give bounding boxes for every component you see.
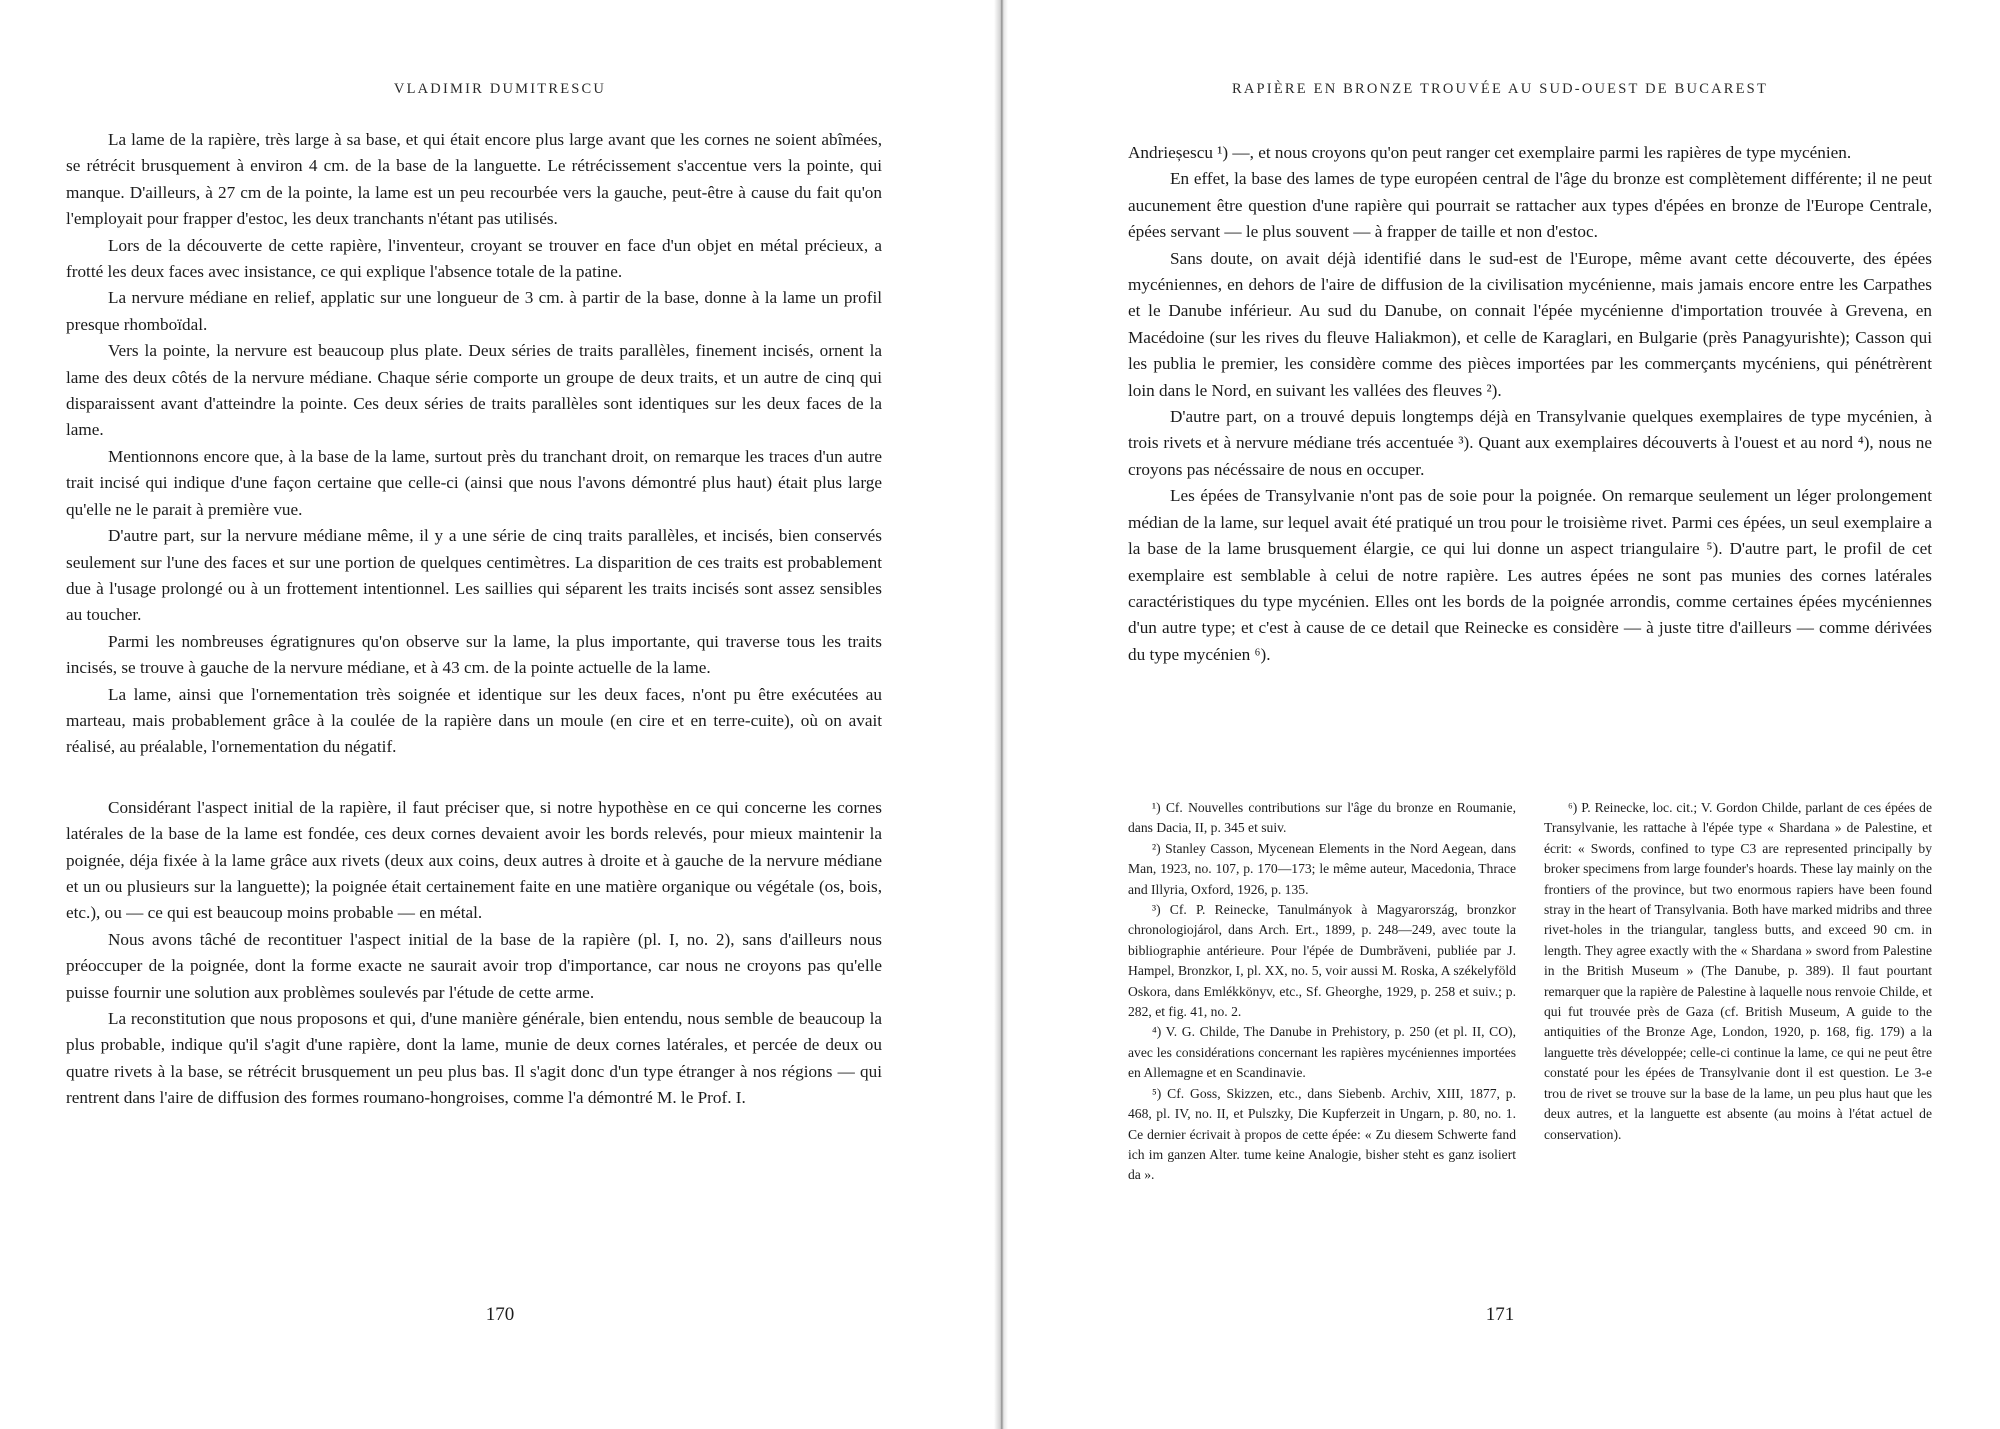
right-page	[1000, 0, 2000, 1429]
paragraph: La lame de la rapière, très large à sa base, et qui était encore plus large avant que les cornes ne soient abîmées, se rétrécit brusquement à environ 4 cm. de la base de la languette. Le rétrécissement s'accentue vers la pointe, qui manque. D'ailleurs, à 27 cm de la pointe, la lame est un peu recourbée vers la gauche, peut-être à cause du fait qu'on l'employait pour frapper d'estoc, les deux tranchants n'étant pas utilisés.	[66, 130, 882, 229]
paragraph: D'autre part, on a trouvé depuis longtemps déjà en Transylvanie quelques exemplaires de type mycénien, à trois rivets et à nervure médiane trés accentuée ³). Quant aux exemplaires découverts à l'ouest et au nord ⁴), nous ne croyons pas nécéssaire de nous en occuper.	[1128, 407, 1932, 479]
footnote-column-right	[1544, 798, 1932, 1186]
body-text	[1128, 140, 1932, 668]
footnote: ⁶) P. Reinecke, loc. cit.; V. Gordon Childe, parlant de ces épées de Transylvanie, les rattache à l'épée type « Shardana » de Palestine, et écrit: « Swords, confined to type C3 are represented principally by broker specimens from large founder's hoards. These lay mainly on the frontiers of the province, but two enormous rapiers have been found stray in the heart of Transylvania. Both have marked midribs and three rivet-holes in the triangular, tangless butts, and exceed 90 cm. in length. They agree exactly with the « Shardana » sword from Palestine in the British Museum » (The Danube, p. 389). Il faut pourtant remarquer que la rapière de Palestine à laquelle nous renvoie Childe, et qui fut trouvée près de Gaza (cf. British Museum, A guide to the antiquities of the Bronze Age, London, 1920, p. 168, fig. 179) a la languette très développée; celle-ci continue la lame, ce qui ne peut être constaté pour les épées de Transylvanie dont il est question. Le 3-e trou de rivet se trouve sur la base de la lame, un peu plus haut que les deux autres, et la languette est absente (au moins à l'état actuel de conservation).	[1544, 800, 1932, 1142]
footnote-column-left	[1128, 798, 1516, 1186]
paragraph: En effet, la base des lames de type européen central de l'âge du bronze est complètement différente; il ne peut aucunement être question d'une rapière qui pourrait se rattacher aux types d'épées en bronze de l'Europe Centrale, épées servant — le plus souvent — à frapper de taille et non d'estoc.	[1128, 169, 1932, 242]
paragraph: Sans doute, on avait déjà identifié dans le sud-est de l'Europe, même avant cette découverte, des épées mycéniennes, en dehors de l'aire de diffusion de la civilisation mycénienne, mais jamais encore entre les Carpathes et le Danube inférieur. Au sud du Danube, on connait l'épée mycénienne d'importation trouvée à Grevena, en Macédoine (sur les rives du fleuve Haliakmon), et celle de Karaglari, en Bulgarie (près Panagyurishte); Casson qui les publia le premier, les considère comme des pièces importées par les commerçants mycéniens, qui pénétrèrent loin dans le Nord, en suivant les vallées des fleuves ²).	[1128, 248, 1932, 400]
paragraph: Mentionnons encore que, à la base de la lame, surtout près du tranchant droit, on remarque les traces d'un autre trait incisé qui indique d'une façon certaine que celle-ci (ainsi que nous l'avons démontré plus haut) était plus large qu'elle ne le parait à première vue.	[66, 446, 882, 519]
paragraph: D'autre part, sur la nervure médiane même, il y a une série de cinq traits parallèles, et incisés, bien conservés seulement sur l'une des faces et sur une portion de quelques centimètres. La disparition de ces traits est probablement due à l'usage prolongé ou à un frottement intentionnel. Les saillies qui séparent les traits incisés sont assez sensibles au toucher.	[66, 526, 882, 625]
paragraph: La lame, ainsi que l'ornementation très soignée et identique sur les deux faces, n'ont pu être exécutées au marteau, mais probablement grâce à la coulée de la rapière dans un moule (en cire et en terre-cuite), où on avait réalisé, au préalable, l'ornementation du négatif.	[66, 684, 882, 757]
running-head: RAPIÈRE EN BRONZE TROUVÉE AU SUD-OUEST DE BUCAREST	[1231, 81, 1769, 97]
footnotes	[1128, 798, 1932, 1186]
footnote: ⁴) V. G. Childe, The Danube in Prehistory, p. 250 (et pl. II, CO), avec les considérations concernant les rapières mycéniennes importées en Allemagne et en Scandinavie.	[1128, 1024, 1516, 1081]
paragraph: Nous avons tâché de recontituer l'aspect initial de la base de la rapière (pl. I, no. 2), sans d'ailleurs nous préoccuper de la poignée, dont la forme exacte ne saurait avoir trop d'importance, car nous ne croyons pas qu'elle puisse fournir une solution aux problèmes soulevés par l'étude de cette arme.	[66, 929, 882, 1002]
footnote: ¹) Cf. Nouvelles contributions sur l'âge du bronze en Roumanie, dans Dacia, II, p. 345 et suiv.	[1128, 800, 1516, 836]
paragraph: Considérant l'aspect initial de la rapière, il faut préciser que, si notre hypothèse en ce qui concerne les cornes latérales de la base de la lame est fondée, ces deux cornes devaient avoir les bords relevés, pour mieux maintenir la poignée, déja fixée à la lame grâce aux rivets (deux aux coins, deux autres à droite et à gauche de la nervure médiane et un ou plusieurs sur la languette); la poignée était certainement faite en une matière organique ou végétale (os, bois, etc.), ou — ce qui est beaucoup moins probable — en métal.	[66, 797, 882, 923]
paragraph: Les épées de Transylvanie n'ont pas de soie pour la poignée. On remarque seulement un léger prolongement médian de la lame, sur lequel avait été pratiqué un trou pour le troisième rivet. Parmi ces épées, un seul exemplaire a la base de la lame brusquement élargie, ce qui lui donne un aspect triangulaire ⁵). D'autre part, le profil de cet exemplaire est semblable à celui de notre rapière. Les autres épées ne sont pas munies des cornes latérales caractéristiques du type mycénien. Elles ont les bords de la poignée arrondis, comme certaines épées mycéniennes d'un autre type; et c'est à cause de ce detail que Reinecke es considère — à juste titre d'ailleurs — comme dérivées du type mycénien ⁶).	[1128, 486, 1932, 664]
page-number: 171	[1485, 1304, 1515, 1325]
paragraph: Vers la pointe, la nervure est beaucoup plus plate. Deux séries de traits parallèles, finement incisés, ornent la lame des deux côtés de la nervure médiane. Chaque série comporte un groupe de deux traits, et un autre de cinq qui disparaissent avant d'atteindre la pointe. Ces deux séries de traits parallèles sont identiques sur les deux faces de la lame.	[66, 341, 882, 440]
paragraph: La nervure médiane en relief, applatic sur une longueur de 3 cm. à partir de la base, donne à la lame un profil presque rhomboïdal.	[66, 288, 882, 334]
footnote: ³) Cf. P. Reinecke, Tanulmányok à Magyarország, bronzkor chronologiojárol, dans Arch. Ert., 1899, p. 248—249, avec toute la bibliographie antérieure. Pour l'épée de Dumbrăveni, publiée par J. Hampel, Bronzkor, I, pl. XX, no. 5, voir aussi M. Roska, A székelyföld Oskora, dans Emlékkönyv, etc., Sf. Gheorghe, 1929, p. 258 et suiv.; p. 282, et fig. 41, no. 2.	[1128, 902, 1516, 1020]
body-text	[66, 127, 882, 1112]
paragraph: Lors de la découverte de cette rapière, l'inventeur, croyant se trouver en face d'un objet en métal précieux, a frotté les deux faces avec insistance, ce qui explique l'absence totale de la patine.	[66, 235, 882, 282]
running-head: VLADIMIR DUMITRESCU	[393, 81, 607, 97]
paragraph: Parmi les nombreuses égratignures qu'on observe sur la lame, la plus importante, qui traverse tous les traits incisés, se trouve à gauche de la nervure médiane, et à 43 cm. de la pointe actuelle de la lame.	[66, 631, 882, 678]
footnote: ²) Stanley Casson, Mycenean Elements in the Nord Aegean, dans Man, 1923, no. 107, p. 170—173; le même auteur, Macedonia, Thrace and Illyria, Oxford, 1926, p. 135.	[1128, 840, 1516, 897]
paragraph: Andrieșescu ¹) —, et nous croyons qu'on peut ranger cet exemplaire parmi les rapières de type mycénien.	[1128, 143, 1852, 162]
page-number: 170	[485, 1304, 515, 1325]
paragraph: La reconstitution que nous proposons et qui, d'une manière générale, bien entendu, nous semble de beaucoup la plus probable, indique qu'il s'agit d'une rapière, dont la lame, munie de deux cornes latérales, et percée de deux ou quatre rivets à la base, se rétrécit brusquement un peu plus bas. Il s'agit donc d'un type étranger à nos régions — qui rentrent dans l'aire de diffusion des formes roumano-hongroises, comme l'a démontré M. le Prof. I.	[66, 1009, 882, 1108]
footnote: ⁵) Cf. Goss, Skizzen, etc., dans Siebenb. Archiv, XIII, 1877, p. 468, pl. IV, no. II, et Pulszky, Die Kupferzeit in Ungarn, p. 80, no. 1. Ce dernier écrivait à propos de cette épée: « Zu diesem Schwerte fand ich im ganzen Alter. tume keine Analogie, bisher steht es ganz isoliert da ».	[1128, 1085, 1516, 1183]
